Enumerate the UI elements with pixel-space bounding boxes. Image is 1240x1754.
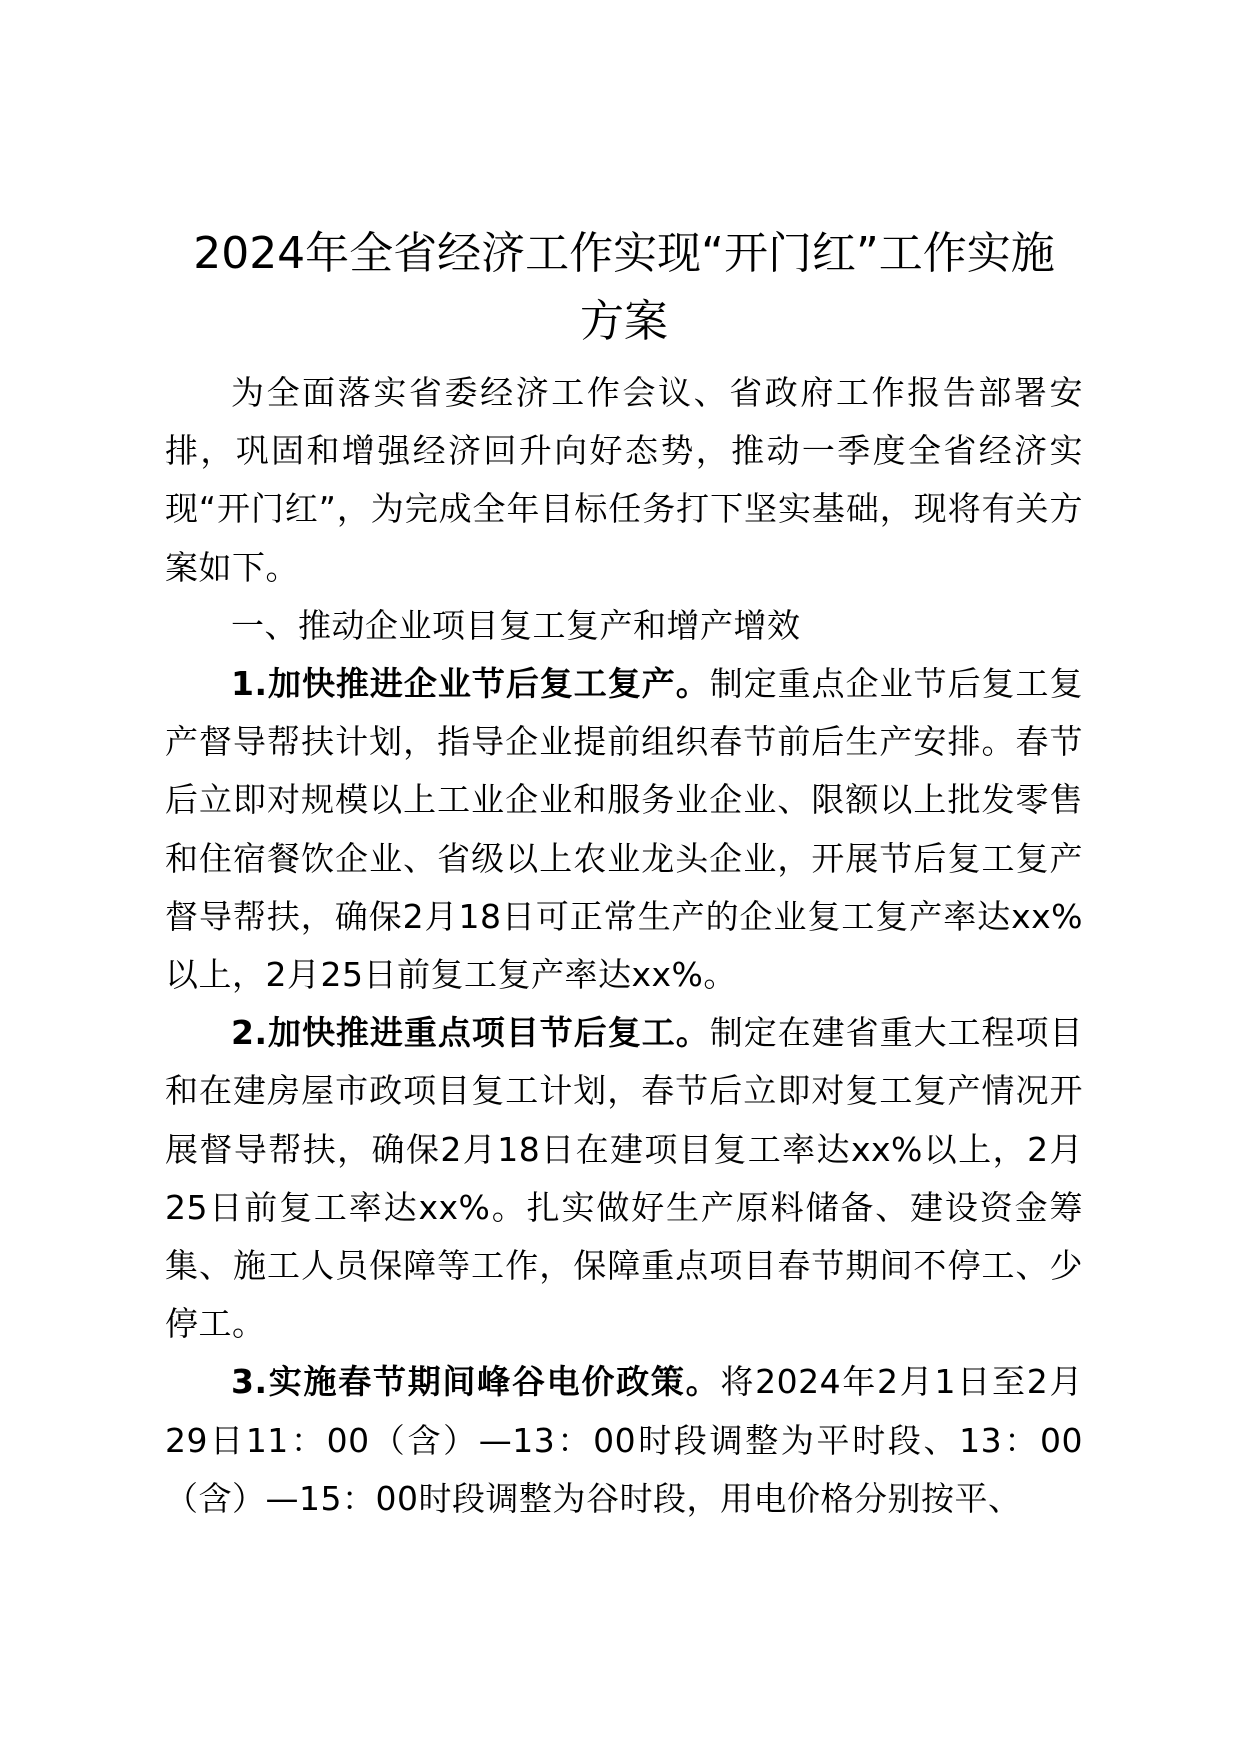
item-3-paragraph	[165, 1353, 1083, 1528]
document-title	[165, 220, 1083, 356]
item-1-text: 制定重点企业节后复工复产督导帮扶计划，指导企业提前组织春节前后生产安排。春节后立即对规模以上工业企业和服务业企业、限额以上批发零售和住宿餐饮企业、省级以上农业龙头企业，开展节后复工复产督导帮扶，确保2月18日可正常生产的企业复工复产率达xx%以上，2月25日前复工复产率达xx%。	[165, 664, 1084, 995]
item-2-paragraph	[165, 1004, 1083, 1353]
item-1-paragraph	[165, 655, 1083, 1004]
document-page	[165, 220, 1083, 1528]
item-1-lead: 1.加快推进企业节后复工复产。	[231, 664, 710, 704]
section-1-heading: 一、推动企业项目复工复产和增产增效	[231, 605, 801, 645]
intro-paragraph: 为全面落实省委经济工作会议、省政府工作报告部署安排，巩固和增强经济回升向好态势，推动一季度全省经济实现“开门红”，为完成全年目标任务打下坚实基础，现将有关方案如下。	[165, 373, 1083, 587]
item-3-text: 将2024年2月1日至2月29日11：00（含）—13：00时段调整为平时段、13：00（含）—15：00时段调整为谷时段，用电价格分别按平、	[165, 1362, 1083, 1518]
title-line-2: 方案	[580, 296, 668, 347]
title-line-1: 2024年全省经济工作实现“开门红”工作实施	[193, 228, 1055, 279]
document-body	[165, 364, 1083, 1528]
item-3-lead: 3.实施春节期间峰谷电价政策。	[231, 1362, 721, 1402]
item-2-lead: 2.加快推进重点项目节后复工。	[231, 1013, 710, 1053]
item-2-text: 制定在建省重大工程项目和在建房屋市政项目复工计划，春节后立即对复工复产情况开展督导帮扶，确保2月18日在建项目复工率达xx%以上，2月25日前复工率达xx%。扎实做好生产原料储备、建设资金筹集、施工人员保障等工作，保障重点项目春节期间不停工、少停工。	[165, 1013, 1084, 1344]
